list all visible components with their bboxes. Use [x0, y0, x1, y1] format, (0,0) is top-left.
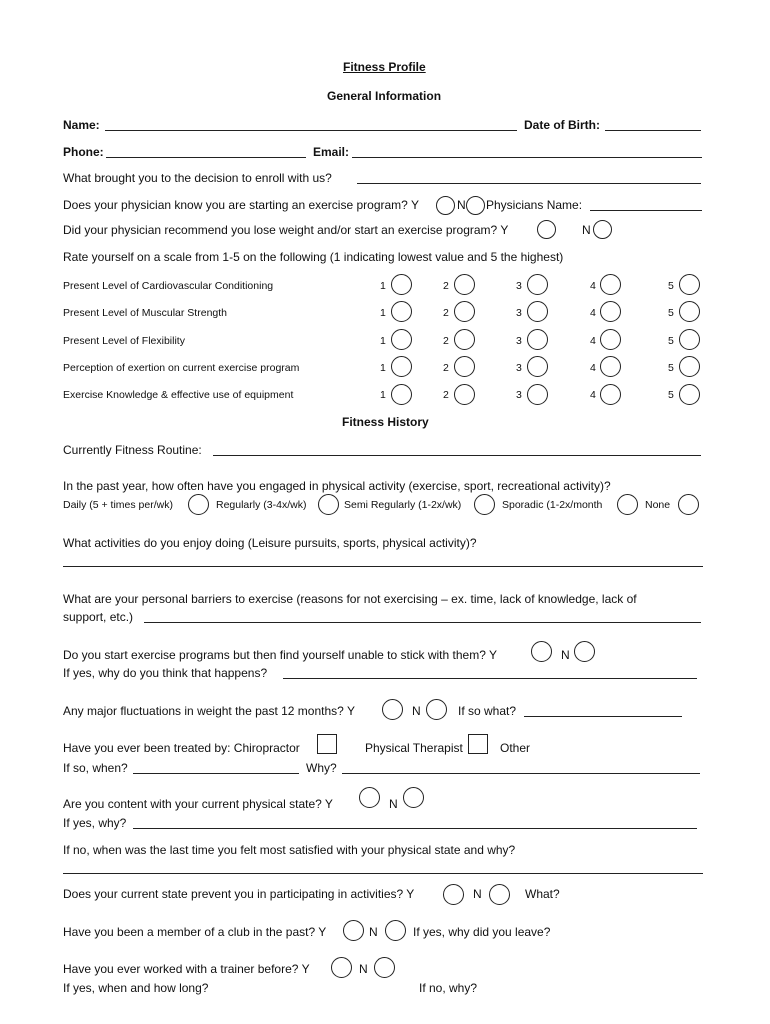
recommend-n-label: N: [582, 223, 591, 237]
physical-therapist-label: Physical Therapist: [365, 741, 463, 755]
rating-instructions: Rate yourself on a scale from 1-5 on the following (1 indicating lowest value and 5 the highest): [63, 250, 564, 264]
scale-label: 5: [668, 389, 674, 401]
recommend-yes-radio[interactable]: [537, 220, 556, 239]
past-year-question: In the past year, how often have you engaged in physical activity (exercise, sport, recreational activity)?: [63, 479, 611, 493]
enjoy-answer-line[interactable]: [63, 566, 703, 567]
rating-radio[interactable]: [454, 356, 475, 377]
stick-question: Do you start exercise programs but then find yourself unable to stick with them? Y: [63, 648, 497, 662]
stick-no-radio[interactable]: [574, 641, 595, 662]
rating-radio[interactable]: [600, 384, 621, 405]
what-label: What?: [525, 887, 560, 901]
rating-radio[interactable]: [679, 329, 700, 350]
weight-no-radio[interactable]: [426, 699, 447, 720]
phone-field[interactable]: [106, 145, 306, 158]
scale-label: 3: [516, 335, 522, 347]
enroll-question: What brought you to the decision to enroll with us?: [63, 171, 332, 185]
freq-none-radio[interactable]: [678, 494, 699, 515]
if-so-what-field[interactable]: [524, 704, 682, 717]
scale-label: 4: [590, 307, 596, 319]
rating-radio[interactable]: [391, 356, 412, 377]
barriers-question-line2: support, etc.): [63, 610, 134, 624]
weight-n-label: N: [412, 704, 421, 718]
trainer-n-label: N: [359, 962, 368, 976]
rating-radio[interactable]: [679, 274, 700, 295]
weight-question: Any major fluctuations in weight the past 12 months? Y: [63, 704, 355, 718]
physician-know-n-label: N: [457, 198, 466, 212]
club-leave-label: If yes, why did you leave?: [413, 925, 551, 939]
rating-radio[interactable]: [679, 384, 700, 405]
rating-item-cardio: Present Level of Cardiovascular Conditioning: [63, 280, 274, 292]
rating-radio[interactable]: [527, 301, 548, 322]
scale-label: 4: [590, 362, 596, 374]
physicians-name-field[interactable]: [590, 198, 702, 211]
prevent-n-label: N: [473, 887, 482, 901]
club-question: Have you been a member of a club in the past? Y: [63, 925, 327, 939]
prevent-yes-radio[interactable]: [443, 884, 464, 905]
routine-label: Currently Fitness Routine:: [63, 443, 202, 457]
scale-label: 3: [516, 280, 522, 292]
form-title: Fitness Profile: [343, 60, 426, 74]
if-yes-why-label: If yes, why?: [63, 816, 127, 830]
if-yes-why-field[interactable]: [133, 816, 697, 829]
physical-therapist-checkbox[interactable]: [468, 734, 488, 754]
scale-label: 4: [590, 335, 596, 347]
rating-radio[interactable]: [527, 384, 548, 405]
scale-label: 2: [443, 362, 449, 374]
scale-label: 3: [516, 307, 522, 319]
scale-label: 5: [668, 362, 674, 374]
scale-label: 2: [443, 307, 449, 319]
physician-recommend-question: Did your physician recommend you lose weight and/or start an exercise program? Y: [63, 223, 509, 237]
scale-label: 1: [380, 307, 386, 319]
rating-radio[interactable]: [391, 274, 412, 295]
rating-radio[interactable]: [679, 301, 700, 322]
section-general-heading: General Information: [327, 89, 442, 103]
rating-radio[interactable]: [600, 301, 621, 322]
physicians-name-label: Physicians Name:: [486, 198, 583, 212]
if-no-when-answer-line[interactable]: [63, 873, 703, 874]
recommend-no-radio[interactable]: [593, 220, 612, 239]
scale-label: 5: [668, 307, 674, 319]
prevent-no-radio[interactable]: [489, 884, 510, 905]
scale-label: 2: [443, 389, 449, 401]
other-label: Other: [500, 741, 531, 755]
club-n-label: N: [369, 925, 378, 939]
prevent-question: Does your current state prevent you in participating in activities? Y: [63, 887, 415, 901]
enroll-field[interactable]: [357, 171, 701, 184]
dob-label: Date of Birth:: [524, 118, 600, 132]
if-no-why-label: If no, why?: [419, 981, 478, 995]
rating-radio[interactable]: [391, 384, 412, 405]
freq-sporadic-radio[interactable]: [617, 494, 638, 515]
email-field[interactable]: [352, 145, 702, 158]
rating-radio[interactable]: [454, 301, 475, 322]
rating-radio[interactable]: [679, 356, 700, 377]
scale-label: 1: [380, 389, 386, 401]
trainer-no-radio[interactable]: [374, 957, 395, 978]
scale-label: 1: [380, 280, 386, 292]
if-so-what-label: If so what?: [458, 704, 517, 718]
why-label: Why?: [306, 761, 337, 775]
content-no-radio[interactable]: [403, 787, 424, 808]
rating-radio[interactable]: [527, 356, 548, 377]
stick-n-label: N: [561, 648, 570, 662]
stick-yes-radio[interactable]: [531, 641, 552, 662]
scale-label: 2: [443, 280, 449, 292]
rating-radio[interactable]: [454, 329, 475, 350]
name-label: Name:: [63, 118, 100, 132]
treated-question: Have you ever been treated by: Chiropractor: [63, 741, 300, 755]
freq-none-label: None: [645, 499, 671, 511]
if-so-when-field[interactable]: [133, 761, 299, 774]
rating-radio[interactable]: [454, 274, 475, 295]
if-no-when-question: If no, when was the last time you felt most satisfied with your physical state and why?: [63, 843, 516, 857]
club-yes-radio[interactable]: [343, 920, 364, 941]
freq-semi-label: Semi Regularly (1-2x/wk): [344, 499, 462, 511]
rating-radio[interactable]: [600, 274, 621, 295]
chiropractor-checkbox[interactable]: [317, 734, 337, 754]
scale-label: 2: [443, 335, 449, 347]
freq-regular-label: Regularly (3-4x/wk): [216, 499, 307, 511]
rating-radio[interactable]: [600, 356, 621, 377]
name-field[interactable]: [105, 118, 517, 131]
why-field[interactable]: [342, 761, 700, 774]
physician-know-question: Does your physician know you are starting an exercise program? Y: [63, 198, 419, 212]
rating-item-knowledge: Exercise Knowledge & effective use of equipment: [63, 389, 294, 401]
scale-label: 4: [590, 280, 596, 292]
scale-label: 5: [668, 335, 674, 347]
why-happens-label: If yes, why do you think that happens?: [63, 666, 268, 680]
scale-label: 4: [590, 389, 596, 401]
freq-daily-radio[interactable]: [188, 494, 209, 515]
freq-sporadic-label: Sporadic (1-2x/month: [502, 499, 603, 511]
freq-semi-radio[interactable]: [474, 494, 495, 515]
phone-label: Phone:: [63, 145, 104, 159]
trainer-question: Have you ever worked with a trainer before? Y: [63, 962, 310, 976]
freq-regular-radio[interactable]: [318, 494, 339, 515]
scale-label: 1: [380, 362, 386, 374]
content-n-label: N: [389, 797, 398, 811]
rating-item-exertion: Perception of exertion on current exercise program: [63, 362, 300, 374]
scale-label: 3: [516, 389, 522, 401]
barriers-question-line1: What are your personal barriers to exercise (reasons for not exercising – ex. time, lack of knowledge, lack of: [63, 592, 637, 606]
physician-know-yes-radio[interactable]: [436, 196, 455, 215]
content-yes-radio[interactable]: [359, 787, 380, 808]
freq-daily-label: Daily (5 + times per/wk): [63, 499, 173, 511]
weight-yes-radio[interactable]: [382, 699, 403, 720]
scale-label: 1: [380, 335, 386, 347]
rating-radio[interactable]: [527, 274, 548, 295]
trainer-yes-radio[interactable]: [331, 957, 352, 978]
content-question: Are you content with your current physical state? Y: [63, 797, 333, 811]
rating-item-flexibility: Present Level of Flexibility: [63, 335, 185, 347]
barriers-field[interactable]: [144, 610, 701, 623]
club-no-radio[interactable]: [385, 920, 406, 941]
rating-radio[interactable]: [600, 329, 621, 350]
rating-radio[interactable]: [391, 329, 412, 350]
trainer-when-label: If yes, when and how long?: [63, 981, 209, 995]
section-history-heading: Fitness History: [342, 415, 429, 429]
if-so-when-label: If so, when?: [63, 761, 128, 775]
physician-know-no-radio[interactable]: [466, 196, 485, 215]
scale-label: 5: [668, 280, 674, 292]
rating-item-strength: Present Level of Muscular Strength: [63, 307, 228, 319]
rating-radio[interactable]: [527, 329, 548, 350]
scale-label: 3: [516, 362, 522, 374]
enjoy-question: What activities do you enjoy doing (Leisure pursuits, sports, physical activity)?: [63, 536, 477, 550]
email-label: Email:: [313, 145, 350, 159]
routine-field[interactable]: [213, 443, 701, 456]
dob-field[interactable]: [605, 118, 701, 131]
why-happens-field[interactable]: [283, 666, 697, 679]
rating-radio[interactable]: [391, 301, 412, 322]
rating-radio[interactable]: [454, 384, 475, 405]
